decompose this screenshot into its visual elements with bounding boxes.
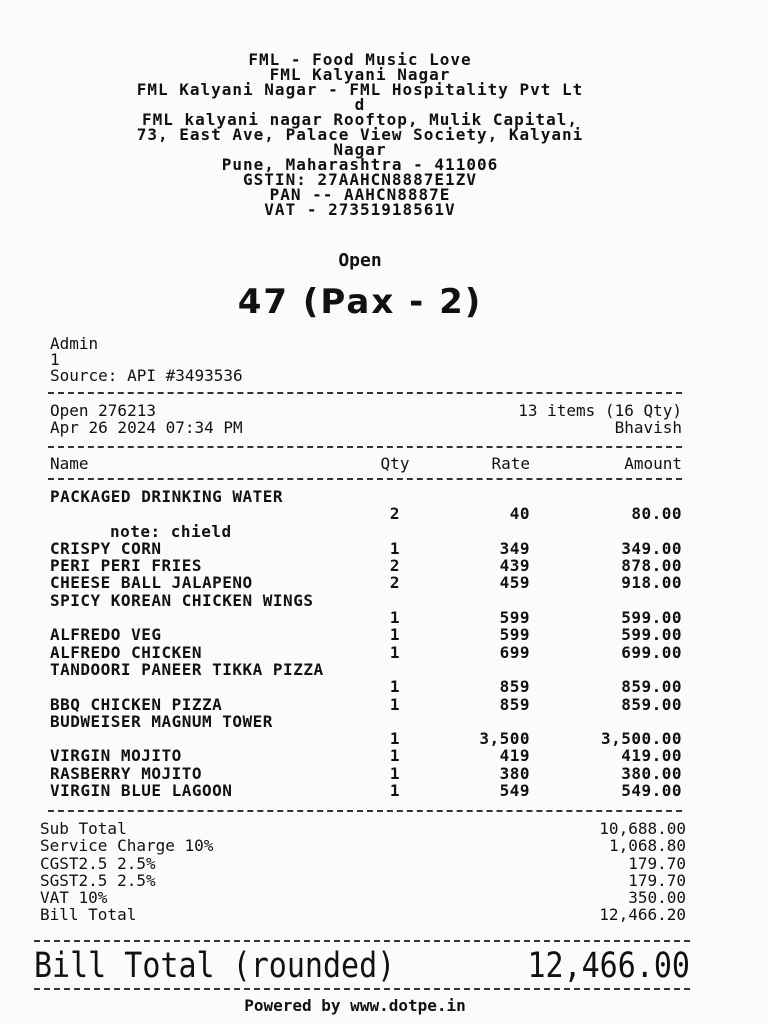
item-qty: 1 [389,781,401,801]
total-label: Sub Total [40,819,127,838]
item-name: ALFREDO CHICKEN [50,642,202,662]
order-status: Open [338,250,382,271]
item-amount: 918.00 [621,573,682,593]
item-name: TANDOORI PANEER TIKKA PIZZA [50,659,324,679]
item-row [50,557,682,574]
item-name: BBQ CHICKEN PIZZA [50,694,223,714]
item-note: note: chield [110,521,232,541]
col-qty: Qty [380,454,410,473]
item-rate: 599 [499,608,530,628]
header-line: VAT - 27351918561V [264,200,456,219]
item-rate: 380 [499,763,530,783]
item-qty: 1 [389,642,401,662]
item-name: CHEESE BALL JALAPENO [50,573,253,593]
item-amount: 3,500.00 [600,729,682,749]
item-rate: 349 [499,538,530,558]
item-row [50,609,682,626]
total-row [40,820,686,837]
item-rate: 549 [499,781,530,801]
item-rate: 459 [499,573,530,593]
header-line: Pune, Maharashtra - 411006 [221,155,499,174]
item-amount: 349.00 [621,538,682,558]
item-amount: 599.00 [621,608,682,628]
item-qty: 2 [389,504,401,524]
item-row [50,696,682,713]
item-amount: 419.00 [621,746,682,766]
total-label: Service Charge 10% [40,836,214,856]
total-row [40,906,686,923]
item-qty: 1 [389,763,401,783]
header-line: Nagar [333,140,387,159]
total-value: 12,466.20 [599,905,686,925]
total-row [40,872,686,889]
item-qty: 1 [389,694,401,714]
item-amount: 859.00 [621,677,682,697]
item-amount: 599.00 [621,625,682,645]
header-line: FML - Food Music Love [248,50,472,69]
total-row [40,889,686,906]
total-label: CGST2.5 2.5% [40,853,156,873]
item-qty: 1 [389,538,401,558]
item-row [50,730,682,747]
rounded-total-value: 12,466.00 [527,946,690,987]
col-amount: Amount [624,454,682,473]
total-label: VAT 10% [40,888,108,908]
item-rate: 699 [499,642,530,662]
header-line: FML Kalyani Nagar - FML Hospitality Pvt Lt [136,80,584,99]
item-rate: 419 [499,746,530,766]
divider [34,988,690,990]
item-row [50,782,682,799]
item-name: PERI PERI FRIES [50,556,202,576]
item-amount: 878.00 [621,556,682,576]
order-info [50,336,243,384]
header-line: d [354,95,366,114]
item-name: ALFREDO VEG [50,625,162,645]
item-amount: 80.00 [631,504,682,524]
item-row [50,626,682,643]
restaurant-header [0,52,720,217]
item-name: RASBERRY MOJITO [50,763,202,783]
item-row [50,540,682,557]
divider [48,392,682,394]
item-row [50,574,682,591]
item-spacer [50,505,370,522]
total-row [40,837,686,854]
header-line: FML kalyani nagar Rooftop, Mulik Capital, [142,110,578,129]
header-line: 73, East Ave, Palace View Society, Kalyani [136,125,584,144]
item-name: BUDWEISER MAGNUM TOWER [50,711,273,731]
divider [48,810,682,812]
item-qty: 1 [389,729,401,749]
total-row [40,855,686,872]
footer-powered-by: Powered by www.dotpe.in [244,996,466,1015]
item-row [50,765,682,782]
divider [48,478,682,480]
item-qty: 1 [389,677,401,697]
total-value: 1,068.80 [608,836,686,856]
item-qty: 1 [389,625,401,645]
item-row [50,747,682,764]
item-amount: 859.00 [621,694,682,714]
items-list [50,488,682,799]
order-meta [50,402,682,436]
item-row [50,644,682,661]
order-number: Open 276213 [50,401,156,420]
divider [34,940,690,942]
item-qty: 1 [389,746,401,766]
item-qty: 2 [389,573,401,593]
item-name: VIRGIN BLUE LAGOON [50,781,233,801]
item-amount: 380.00 [621,763,682,783]
item-amount: 549.00 [621,781,682,801]
item-qty: 1 [389,608,401,628]
items-count: 13 items (16 Qty) [518,401,682,420]
header-line: FML Kalyani Nagar [269,65,451,84]
terminal-id: 1 [50,350,60,369]
item-rate: 40 [509,504,530,524]
order-datetime: Apr 26 2024 07:34 PM [50,418,243,437]
item-rate: 439 [499,556,530,576]
total-value: 179.70 [628,853,686,873]
item-name: PACKAGED DRINKING WATER [50,487,284,506]
col-name: Name [50,454,89,473]
item-rate: 859 [499,694,530,714]
rounded-total-label: Bill Total (rounded) [34,946,396,987]
item-amount: 699.00 [621,642,682,662]
item-spacer [50,609,370,626]
item-qty: 2 [389,556,401,576]
totals-block [40,820,686,924]
staff-name: Bhavish [614,418,682,437]
total-value: 179.70 [628,870,686,890]
item-spacer [50,730,370,747]
column-header [50,454,682,473]
user-name: Admin [50,334,99,353]
total-label: SGST2.5 2.5% [40,870,156,890]
order-source: Source: API #3493536 [50,366,243,385]
item-rate: 859 [499,677,530,697]
item-rate: 599 [499,625,530,645]
item-name: VIRGIN MOJITO [50,746,182,766]
total-value: 10,688.00 [599,819,686,838]
rounded-total [34,946,690,986]
col-rate: Rate [491,454,530,473]
header-line: PAN -- AAHCN8887E [269,185,451,204]
item-rate: 3,500 [479,729,530,749]
total-value: 350.00 [628,888,686,908]
item-name: CRISPY CORN [50,538,162,558]
item-row [50,505,682,522]
item-name: SPICY KOREAN CHICKEN WINGS [50,590,314,610]
item-spacer [50,678,370,695]
table-title: 47 (Pax - 2) [237,282,483,322]
total-label: Bill Total [40,905,137,925]
header-line: GSTIN: 27AAHCN8887E1ZV [243,170,477,189]
divider [48,446,682,448]
item-row [50,678,682,695]
